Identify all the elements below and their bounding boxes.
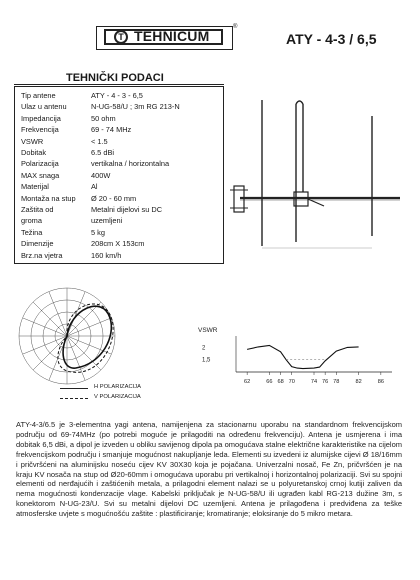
- antenna-drawing: [226, 96, 412, 250]
- spec-label: Frekvencija: [21, 125, 59, 135]
- spec-value: Ø 20 - 60 mm: [91, 193, 137, 203]
- spec-label: groma: [21, 216, 42, 226]
- specs-table: [14, 86, 224, 264]
- description-text: ATY-4-3/6.5 je 3-elementna yagi antena, namijenjena za stacionarnu uporabu na standardnom frekvencijskom području od 69-74MHz (po potrebi moguće je prilagoditi na određenu frekvenciju). Antena je usmjerena i ima dobitak 6,5 dBi, a dipol je izveden u obliku savijenog dipola pa omogućava stalne električne karakteristike na cijelom frekvencijskom području i smanjuje mogućnost nakupljanje leda. Elementi su izvedeni iz alumijske cijevi Ø 18/16mm i pričvršćeni na aluminijsku noseću cijev KV 30X30 koja je pojačana. Univerzalni nosač, Fe Zn, pričvršćen je na kraju KV nosača na stup od Ø20-60mm i omogućava uporabu pri vertikalnoj i horizontalnoj polarizaciji. Svi su spojni elementi od nerđajućih i zaštićenih metala, a prilagodni element nalazi se u polyuretanskoj crnoj kutiji zaliven da nema mogućnosti kondenzacije vlage. Kabelski priključak je N-UG-58/U ili ugrađen kabl RG-213 dužine 3m, s konektorom N-UG-23/U. Svi su metalni dijelovi DC uzemljeni. Antena je prilagođena i predviđena za teške atmosferske uvjete s mogućnošću zaštite : plastificiranje; kromatiranje; eloksiranje do 5 mikro metara.: [16, 420, 402, 519]
- polar-pattern: [6, 284, 128, 388]
- y-axis-label: VSWR: [198, 327, 218, 334]
- spec-label: Impedancija: [21, 113, 61, 123]
- specs-title-rule: [14, 84, 224, 85]
- spec-value: 5 kg: [91, 227, 105, 237]
- vswr-chart: [196, 326, 400, 394]
- spec-row: [21, 251, 221, 261]
- spec-value: 208cm X 153cm: [91, 239, 145, 249]
- brand-name: TEHNICUM: [134, 28, 210, 44]
- spec-value: 6.5 dBi: [91, 148, 115, 157]
- spec-label: Materijal: [21, 182, 49, 192]
- x-tick-label: 86: [377, 379, 384, 385]
- model-title: ATY - 4-3 / 6,5: [286, 31, 377, 47]
- spec-value: N-UG-58/U ; 3m RG 213-N: [91, 102, 180, 112]
- y-tick-label: 1,5: [202, 357, 211, 364]
- polarization-legend: [60, 384, 200, 414]
- x-tick-label: 76: [322, 379, 329, 385]
- x-tick-label: 74: [310, 379, 318, 385]
- x-tick-label: 66: [266, 379, 273, 385]
- spec-row: [21, 114, 221, 124]
- document-header: [0, 0, 420, 62]
- spec-label: Ulaz u antenu: [21, 102, 67, 112]
- spec-row: [21, 194, 221, 204]
- x-tick-label: 68: [277, 379, 284, 385]
- spec-value: 400W: [91, 170, 111, 180]
- spec-value: Al: [91, 182, 98, 192]
- x-tick-label: 82: [355, 379, 362, 385]
- spec-label: Zaštita od: [21, 205, 54, 214]
- legend-v-line: [60, 398, 88, 399]
- spec-label: Dimenzije: [21, 239, 54, 249]
- spec-row: [21, 205, 221, 215]
- spec-row: [21, 239, 221, 249]
- logo-mark: T: [114, 30, 128, 44]
- legend-h-line: [60, 388, 88, 389]
- x-tick-label: 70: [288, 379, 295, 385]
- spec-label: Montaža na stup: [21, 193, 76, 203]
- spec-row: [21, 171, 221, 181]
- spec-row: [21, 182, 221, 192]
- spec-row: [21, 148, 221, 158]
- spec-value: Metalni dijelovi su DC: [91, 205, 163, 214]
- x-tick-label: 78: [333, 379, 340, 385]
- spec-label: Tip antene: [21, 91, 56, 100]
- spec-label: Polarizacija: [21, 159, 59, 169]
- x-tick-label: 62: [244, 379, 251, 385]
- spec-row: [21, 137, 221, 147]
- spec-label: MAX snaga: [21, 170, 60, 180]
- vswr-series-line: [247, 345, 359, 368]
- spec-row: [21, 228, 221, 238]
- legend-v-label: V POLARIZACIJA: [94, 394, 141, 400]
- spec-row: [21, 159, 221, 169]
- spec-label: Težina: [21, 227, 43, 237]
- spec-label: VSWR: [21, 136, 44, 146]
- registered-mark: ®: [233, 24, 238, 30]
- spec-row: [21, 102, 221, 112]
- legend-h-label: H POLARIZACIJA: [94, 384, 142, 390]
- spec-value: < 1.5: [91, 136, 108, 146]
- spec-value: vertikalna / horizontalna: [91, 159, 170, 169]
- spec-value: 69 - 74 MHz: [91, 125, 132, 135]
- specs-title: TEHNIČKI PODACI: [66, 72, 164, 84]
- spec-row: [21, 91, 221, 101]
- spec-value: ATY - 4 - 3 - 6,5: [91, 91, 143, 100]
- spec-value: 50 ohm: [91, 113, 116, 123]
- spec-row: [21, 125, 221, 135]
- spec-value: 160 km/h: [91, 250, 122, 260]
- spec-label: Dobitak: [21, 148, 47, 157]
- spec-row: [21, 216, 221, 226]
- spec-label: Brz.na vjetra: [21, 250, 63, 260]
- y-tick-label: 2: [202, 345, 206, 352]
- spec-value: uzemljeni: [91, 216, 123, 226]
